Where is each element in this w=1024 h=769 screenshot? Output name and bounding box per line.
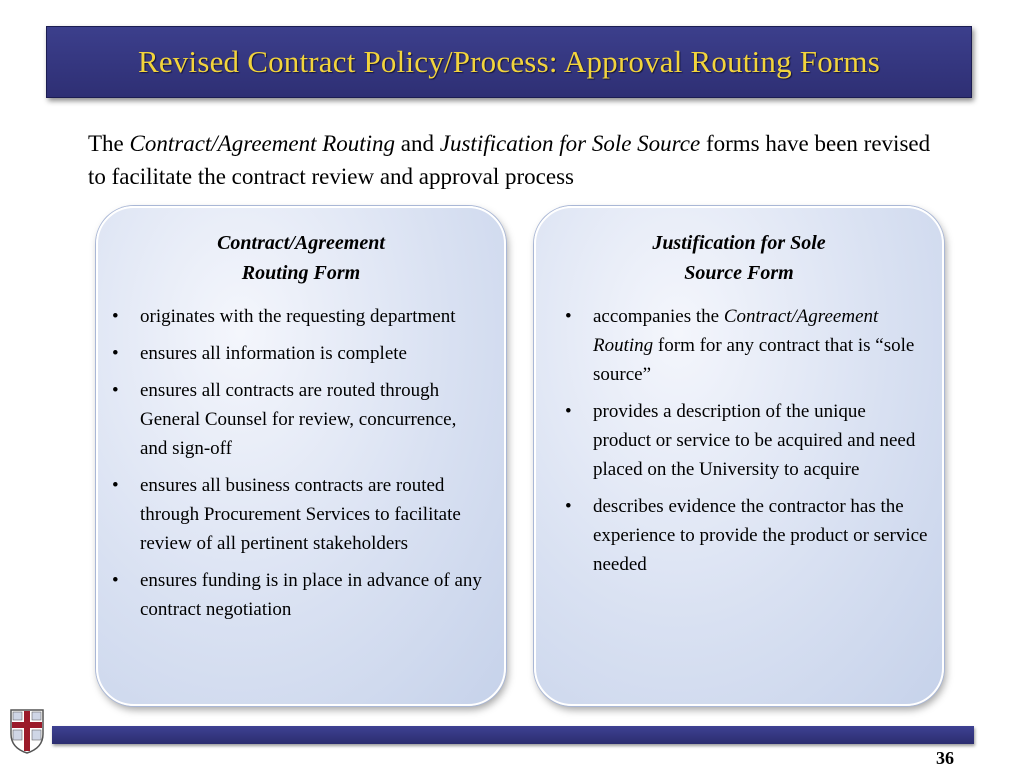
intro-text-2: and [395,131,440,156]
bullet-text: ensures all business contracts are routed through Procurement Services to facilitate review of all pertinent stakeholders [140,475,461,554]
intro-form-name-1: Contract/Agreement Routing [129,131,396,156]
bullet-text: ensures all information is complete [140,343,407,364]
university-logo-svg [8,708,46,754]
university-logo-icon [8,708,46,754]
intro-text-3: forms have been revised to facilitate the contract review and approval process [88,131,931,189]
list-item [112,302,486,331]
sole-source-card [534,206,944,706]
intro-text-1: The [88,131,130,156]
page-number: 36 [936,748,954,768]
bullet-text: form for any contract that is “sole source” [593,335,915,385]
footer-bar [52,726,974,744]
routing-form-bullets [98,302,504,624]
sole-source-title-line2: Source Form [684,262,794,284]
intro-form-name-2: Justification for Sole Source [439,131,701,156]
sole-source-title-line1: Justification for Sole [652,232,826,254]
bullet-text: provides a description of the unique product or service to be acquired and need placed on the University to acquire [593,401,916,480]
title-banner [46,26,972,98]
sole-source-bullets [536,302,942,579]
bullet-text: originates with the requesting department [140,306,456,327]
bullet-icon: • [565,306,572,327]
bullet-icon: • [565,401,572,422]
bullet-icon: • [112,475,119,496]
intro-paragraph [88,127,948,193]
routing-form-title-line2: Routing Form [241,262,361,284]
bullet-text: ensures funding is in place in advance of any contract negotiation [140,570,482,620]
bullet-icon: • [112,380,119,401]
bullet-text: accompanies the [593,306,724,327]
list-item [112,471,486,558]
sole-source-title [536,228,942,288]
bullet-text: describes evidence the contractor has the experience to provide the product or service needed [593,496,928,575]
routing-form-title [98,228,504,288]
slide-title: Revised Contract Policy/Process: Approval Routing Forms [137,44,881,79]
list-item [565,397,928,484]
bullet-icon: • [112,343,119,364]
list-item [112,376,486,463]
list-item [565,492,928,579]
bullet-icon: • [112,306,119,327]
list-item [565,302,928,389]
list-item [112,566,486,624]
routing-form-card [96,206,506,706]
bullet-text: ensures all contracts are routed through General Counsel for review, concurrence, and sign-off [140,380,457,459]
list-item [112,339,486,368]
bullet-icon: • [565,496,572,517]
bullet-form-name: Contract/Agreement Routing [593,306,879,356]
routing-form-title-line1: Contract/Agreement [217,232,385,254]
bullet-icon: • [112,570,119,591]
